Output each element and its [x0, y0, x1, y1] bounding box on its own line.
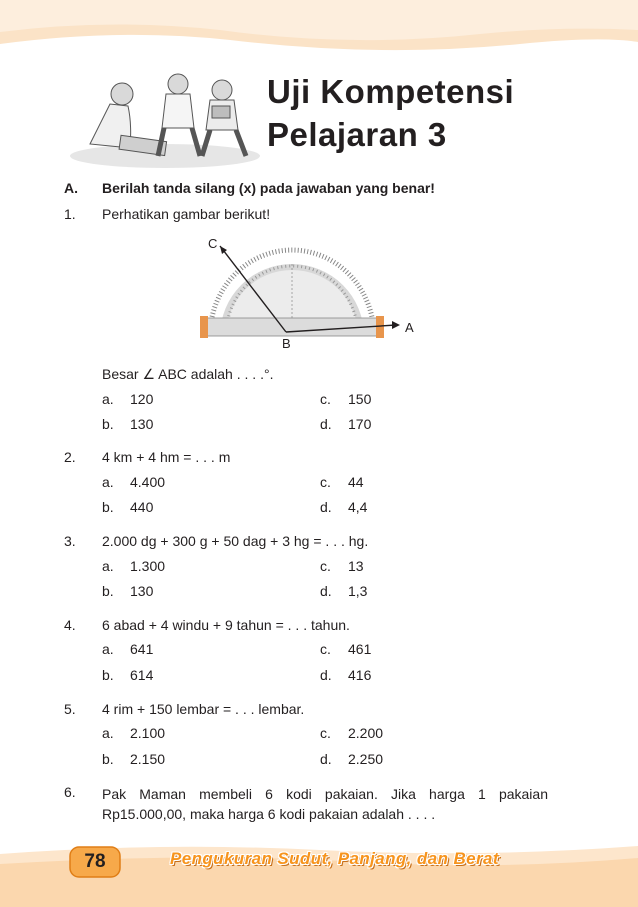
- question-1-prompt: Besar ∠ ABC adalah . . . .°.: [102, 366, 274, 382]
- option-c[interactable]: [320, 641, 371, 657]
- option-value: 13: [348, 558, 364, 574]
- option-value: 1.300: [130, 558, 166, 574]
- option-d[interactable]: [320, 499, 367, 515]
- option-value: 2.150: [130, 751, 166, 767]
- option-letter: c.: [320, 641, 331, 657]
- option-d[interactable]: [320, 416, 371, 432]
- option-letter: a.: [102, 474, 114, 490]
- question-4: [64, 617, 350, 633]
- question-3: [64, 533, 368, 549]
- option-letter: b.: [102, 499, 114, 515]
- option-letter: d.: [320, 667, 332, 683]
- option-letter: c.: [320, 558, 331, 574]
- section-instruction-text: Berilah tanda silang (x) pada jawaban yang benar!: [102, 180, 435, 196]
- option-value: 170: [348, 416, 372, 432]
- option-letter: a.: [102, 641, 114, 657]
- option-a[interactable]: [102, 725, 165, 741]
- option-d[interactable]: [320, 667, 371, 683]
- option-d[interactable]: [320, 751, 383, 767]
- option-letter: d.: [320, 416, 332, 432]
- question-1: [64, 206, 270, 222]
- section-label: A.: [64, 180, 78, 196]
- option-d[interactable]: [320, 583, 367, 599]
- title-line-2: Pelajaran 3: [267, 116, 447, 153]
- option-c[interactable]: [320, 391, 371, 407]
- option-letter: a.: [102, 391, 114, 407]
- option-b[interactable]: [102, 416, 153, 432]
- option-b[interactable]: [102, 667, 153, 683]
- option-value: 416: [348, 667, 372, 683]
- option-value: 614: [130, 667, 154, 683]
- option-letter: b.: [102, 416, 114, 432]
- option-c[interactable]: [320, 725, 383, 741]
- option-a[interactable]: [102, 391, 153, 407]
- option-b[interactable]: [102, 583, 153, 599]
- title-line-1: Uji Kompetensi: [267, 73, 515, 110]
- option-value: 44: [348, 474, 364, 490]
- option-a[interactable]: [102, 558, 165, 574]
- option-a[interactable]: [102, 641, 153, 657]
- question-number: 2.: [64, 449, 76, 465]
- question-number: 1.: [64, 206, 76, 222]
- question-2: [64, 449, 230, 465]
- chapter-title: Pengukuran Sudut, Panjang, dan Berat: [170, 849, 499, 868]
- option-letter: c.: [320, 391, 331, 407]
- question-number: 4.: [64, 617, 76, 633]
- question-text: 4 km + 4 hm = . . . m: [102, 449, 231, 465]
- option-value: 440: [130, 499, 154, 515]
- question-number: 5.: [64, 701, 76, 717]
- option-letter: c.: [320, 725, 331, 741]
- option-letter: b.: [102, 667, 114, 683]
- option-value: 150: [348, 391, 372, 407]
- option-value: 1,3: [348, 583, 368, 599]
- option-letter: d.: [320, 499, 332, 515]
- option-letter: c.: [320, 474, 331, 490]
- page-number: 78: [84, 851, 106, 872]
- question-number: 6.: [64, 784, 76, 800]
- option-value: 2.250: [348, 751, 384, 767]
- label-a: A: [405, 320, 414, 335]
- option-value: 2.100: [130, 725, 166, 741]
- question-text: Perhatikan gambar berikut!: [102, 206, 271, 222]
- option-value: 4.400: [130, 474, 166, 490]
- option-value: 641: [130, 641, 154, 657]
- option-letter: a.: [102, 725, 114, 741]
- option-c[interactable]: [320, 558, 364, 574]
- option-letter: b.: [102, 583, 114, 599]
- option-value: 461: [348, 641, 372, 657]
- label-c: C: [208, 236, 218, 251]
- question-6: [64, 784, 548, 824]
- children-illustration: [60, 64, 260, 172]
- question-text: 2.000 dg + 300 g + 50 dag + 3 hg = . . . hg.: [102, 533, 369, 549]
- option-value: 2.200: [348, 725, 384, 741]
- option-b[interactable]: [102, 751, 165, 767]
- option-c[interactable]: [320, 474, 364, 490]
- question-5: [64, 701, 304, 717]
- option-a[interactable]: [102, 474, 165, 490]
- option-value: 130: [130, 583, 154, 599]
- top-decorative-band: [0, 0, 638, 70]
- option-letter: b.: [102, 751, 114, 767]
- option-letter: a.: [102, 558, 114, 574]
- option-letter: d.: [320, 751, 332, 767]
- option-value: 130: [130, 416, 154, 432]
- option-value: 120: [130, 391, 154, 407]
- question-text: Pak Maman membeli 6 kodi pakaian. Jika harga 1 pakaian Rp15.000,00, maka harga 6 kodi pakaian adalah . . . .: [102, 786, 548, 822]
- label-b: B: [282, 336, 291, 351]
- question-text: 4 rim + 150 lembar = . . . lembar.: [102, 701, 305, 717]
- protractor-figure: [196, 232, 436, 356]
- question-text: 6 abad + 4 windu + 9 tahun = . . . tahun.: [102, 617, 350, 633]
- option-value: 4,4: [348, 499, 368, 515]
- option-b[interactable]: [102, 499, 153, 515]
- option-letter: d.: [320, 583, 332, 599]
- page-title: [267, 70, 514, 156]
- section-instruction: [64, 180, 435, 196]
- question-number: 3.: [64, 533, 76, 549]
